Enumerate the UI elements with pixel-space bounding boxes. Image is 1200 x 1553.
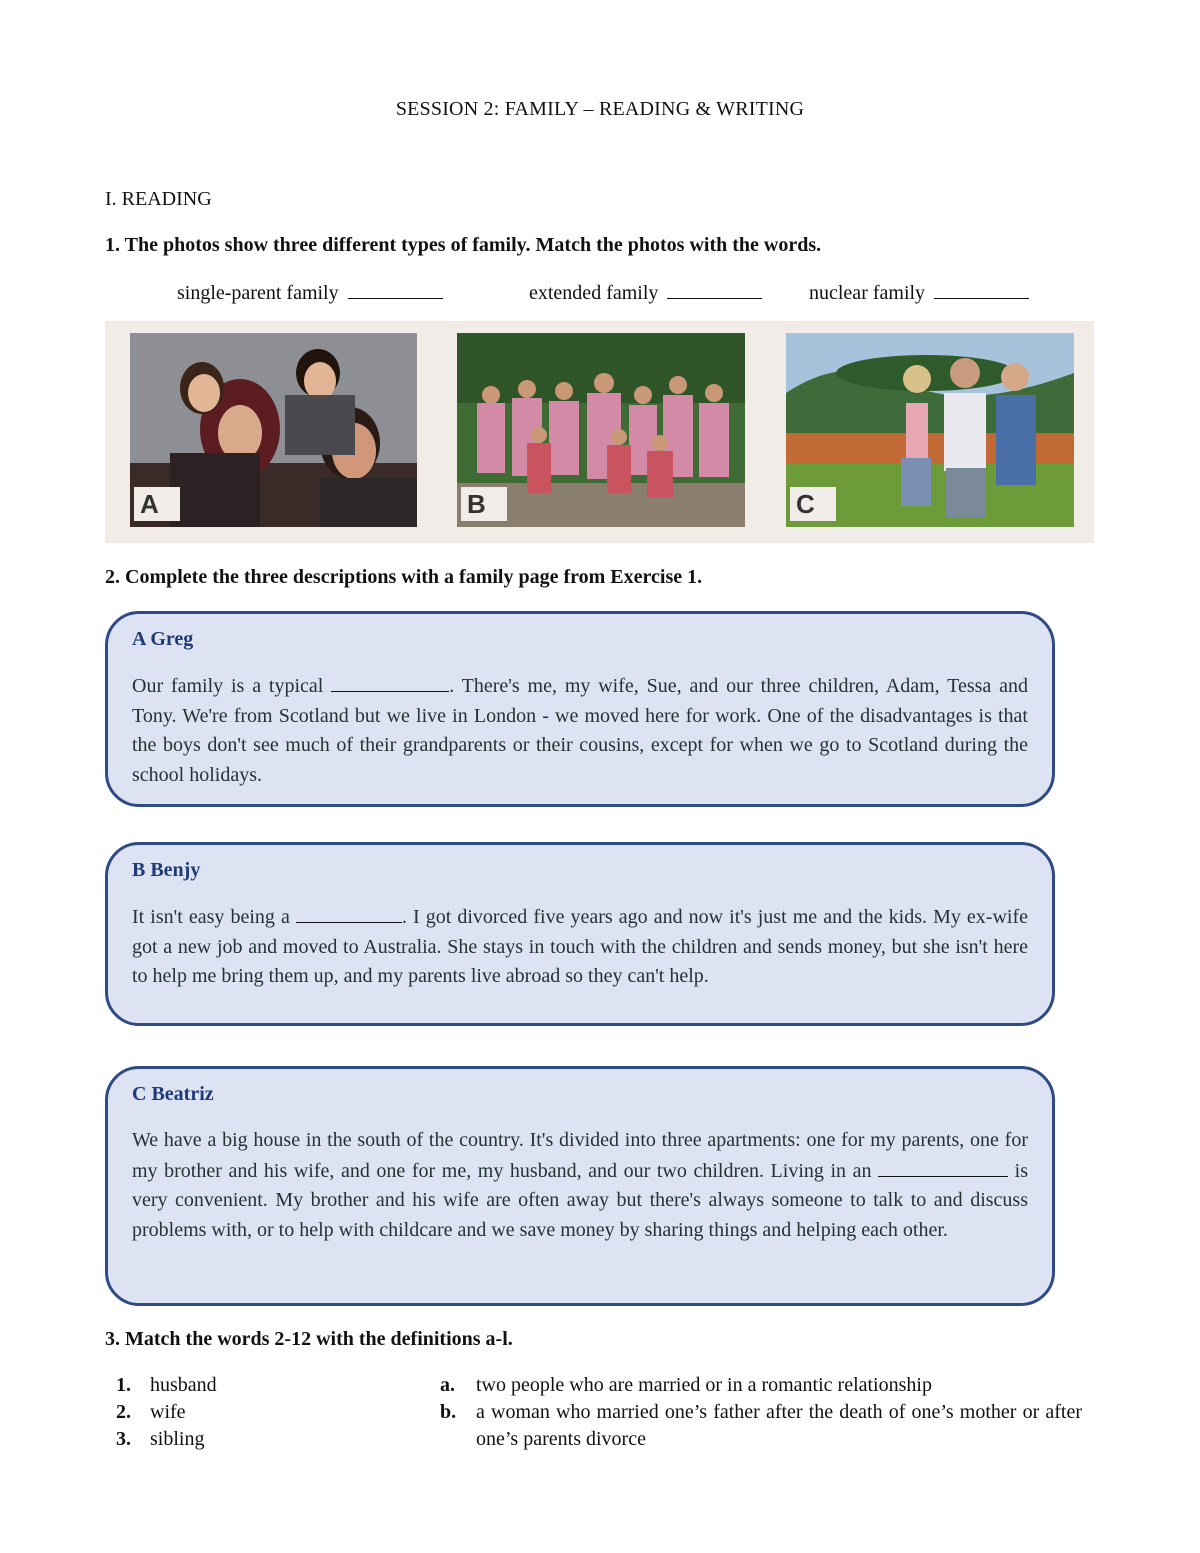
description-text: [132, 1126, 1028, 1245]
list-item: [116, 1372, 217, 1399]
photo-label: A: [134, 487, 180, 521]
word-list: [116, 1372, 217, 1453]
answer-blank[interactable]: [331, 671, 449, 692]
description-text: [132, 671, 1028, 790]
word-option-label: single-parent family: [177, 282, 339, 304]
answer-blank[interactable]: [878, 1156, 1008, 1177]
definition-text: two people who are married or in a romantic relationship: [476, 1374, 932, 1396]
word-option: [177, 280, 443, 305]
photo-b: [457, 333, 745, 527]
photo-c: [786, 333, 1074, 527]
item-word: wife: [150, 1401, 186, 1423]
list-item: [116, 1399, 217, 1426]
definition-text: a woman who married one’s father after the death of one’s mother or after one’s parents divorce: [476, 1401, 1082, 1450]
section-heading: I. READING: [105, 188, 212, 210]
answer-blank[interactable]: [348, 280, 443, 299]
item-number: 3.: [116, 1428, 131, 1450]
description-name: B Benjy: [132, 859, 201, 881]
question-2: 2. Complete the three descriptions with a family page from Exercise 1.: [105, 566, 703, 588]
item-word: sibling: [150, 1428, 205, 1450]
word-option-label: nuclear family: [809, 282, 926, 304]
definition-letter: a.: [440, 1374, 455, 1396]
word-option-label: extended family: [529, 282, 659, 304]
photo-strip: [105, 321, 1094, 543]
text-part: . There's me, my wife, Sue, and our three children, Adam, Tessa and Tony. We're from Scotland but we live in London - we moved here for work. One of the disadvantages is that the boys don't see much of their grandparents or their cousins, except for when we go to Scotland during the school holidays.: [132, 675, 1028, 786]
word-option: [809, 280, 1029, 305]
definition-item: [440, 1372, 1082, 1399]
question-3: 3. Match the words 2-12 with the definitions a-l.: [105, 1328, 513, 1350]
definition-item: [440, 1399, 1082, 1453]
photo-a: [130, 333, 417, 527]
description-name: A Greg: [132, 628, 194, 650]
answer-blank[interactable]: [296, 902, 402, 923]
description-box-b: [105, 842, 1055, 1026]
page-title: SESSION 2: FAMILY – READING & WRITING: [395, 98, 805, 120]
answer-blank[interactable]: [667, 280, 762, 299]
definition-letter: b.: [440, 1401, 457, 1423]
list-item: [116, 1426, 217, 1453]
text-part: . I got divorced five years ago and now it's just me and the kids. My ex-wife got a new job and moved to Australia. She stays in touch with the children and sends money, but she isn't here to help me bring them up, and my parents live abroad so they can't help.: [132, 906, 1028, 987]
photo-label: C: [790, 487, 836, 521]
item-word: husband: [150, 1374, 217, 1396]
text-part: It isn't easy being a: [132, 906, 296, 928]
answer-blank[interactable]: [934, 280, 1029, 299]
word-option: [529, 280, 762, 305]
text-part: is very convenient. My brother and his wife are often away but there's always someone to talk to and discuss problems with, or to help with childcare and we save money by sharing things and helping each other.: [132, 1159, 1028, 1241]
question-1: 1. The photos show three different types of family. Match the photos with the words.: [105, 234, 822, 256]
description-box-a: [105, 611, 1055, 807]
text-part: Our family is a typical: [132, 675, 332, 697]
description-name: C Beatriz: [132, 1083, 214, 1105]
item-number: 1.: [116, 1374, 131, 1396]
text-part: We have a big house in the south of the country. It's divided into three apartments: one for my parents, one for my brother and his wife, and one for me, my husband, and our two children. Living in an: [132, 1129, 1028, 1182]
item-number: 2.: [116, 1401, 131, 1423]
photo-label: B: [461, 487, 507, 521]
description-text: [132, 902, 1028, 992]
description-box-c: [105, 1066, 1055, 1306]
